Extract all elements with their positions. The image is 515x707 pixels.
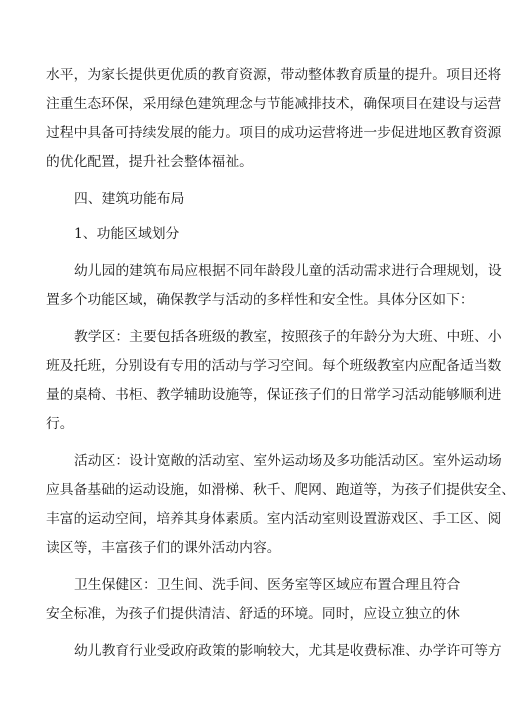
subsection-heading: 1、功能区域划分 bbox=[74, 226, 180, 242]
section-heading: 四、建筑功能布局 bbox=[74, 191, 185, 207]
text-line: 班及托班，分别设有专用的活动与学习空间。每个班级教室内应配备适当数 bbox=[46, 358, 502, 374]
text-line: 幼儿教育行业受政府政策的影响较大，尤其是收费标准、办学许可等方 bbox=[74, 643, 502, 659]
text-line: 行。 bbox=[46, 416, 74, 432]
text-line: 卫生保健区：卫生间、洗手间、医务室等区域应布置合理且符合 bbox=[74, 577, 461, 593]
text-line: 水平，为家长提供更优质的教育资源，带动整体教育质量的提升。项目还将 bbox=[46, 67, 502, 83]
text-line: 量的桌椅、书柜、教学辅助设施等，保证孩子们的日常学习活动能够顺利进 bbox=[46, 387, 502, 403]
text-line: 安全标准，为孩子们提供清洁、舒适的环境。同时，应设立独立的休 bbox=[46, 606, 460, 622]
text-line: 读区等，丰富孩子们的课外活动内容。 bbox=[46, 540, 281, 556]
text-line: 置多个功能区域，确保教学与活动的多样性和安全性。具体分区如下： bbox=[46, 292, 474, 308]
text-line: 应具备基础的运动设施，如滑梯、秋千、爬网、跑道等，为孩子们提供安全、 bbox=[46, 482, 515, 498]
text-line: 丰富的运动空间，培养其身体素质。室内活动室则设置游戏区、手工区、阅 bbox=[46, 511, 502, 527]
text-line: 教学区：主要包括各班级的教室，按照孩子的年龄分为大班、中班、小 bbox=[74, 329, 502, 345]
text-line: 幼儿园的建筑布局应根据不同年龄段儿童的活动需求进行合理规划，设 bbox=[74, 263, 502, 279]
text-line: 的优化配置，提升社会整体福祉。 bbox=[46, 154, 253, 170]
text-line: 活动区：设计宽敞的活动室、室外运动场及多功能活动区。室外运动场 bbox=[74, 453, 502, 469]
text-line: 过程中具备可持续发展的能力。项目的成功运营将进一步促进地区教育资源 bbox=[46, 125, 502, 141]
text-line: 注重生态环保，采用绿色建筑理念与节能减排技术，确保项目在建设与运营 bbox=[46, 96, 502, 112]
